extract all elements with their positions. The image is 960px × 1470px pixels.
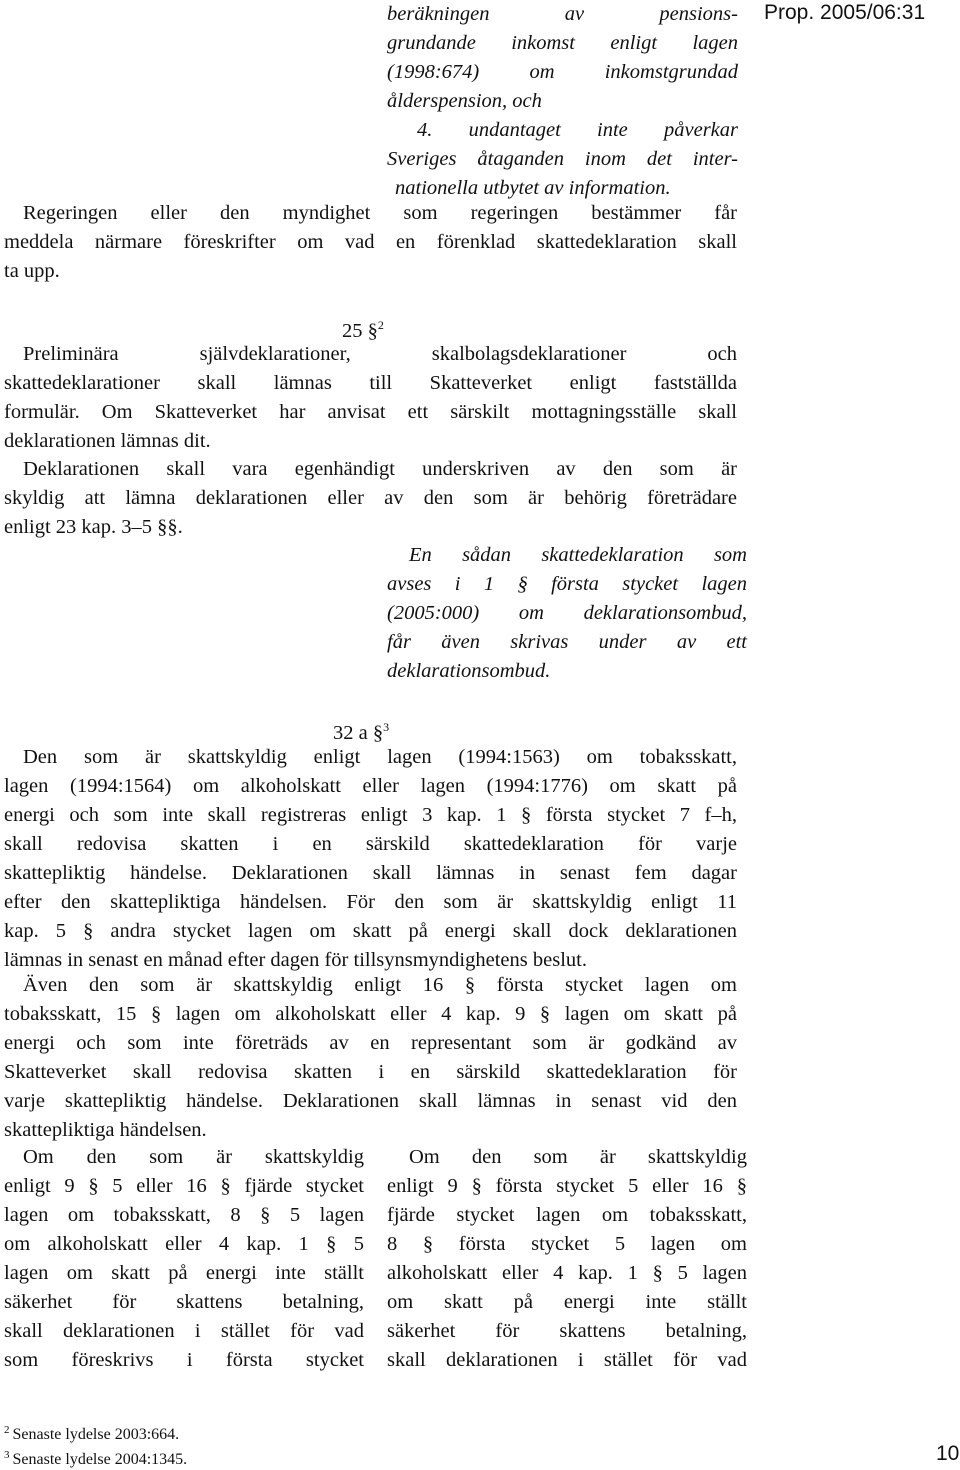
text-line: beräkningen av pensions- bbox=[387, 3, 738, 25]
text-line: 8 § första stycket 5 lagen om bbox=[387, 1233, 747, 1255]
text-line: nationella utbytet av information. bbox=[395, 177, 671, 199]
paragraph-regeringen bbox=[4, 199, 737, 286]
text-line: energi och som inte företräds av en representant som är godkänd av bbox=[4, 1032, 737, 1054]
text-line: säkerhet för skattens betalning, bbox=[4, 1291, 364, 1313]
text-line: skattedeklarationer skall lämnas till Skatteverket enligt fastställda bbox=[4, 372, 737, 394]
text-line: som föreskrivs i första stycket bbox=[4, 1349, 364, 1371]
text-line: skall deklarationen i stället för vad bbox=[387, 1349, 747, 1371]
footnote bbox=[4, 1445, 187, 1470]
footnote-text: Senaste lydelse 2003:664. bbox=[12, 1426, 180, 1443]
text-line: ta upp. bbox=[4, 260, 60, 282]
text-line: Den som är skattskyldig enligt lagen (1994:1563) om tobaksskatt, bbox=[23, 746, 737, 768]
text-line: säkerhet för skattens betalning, bbox=[387, 1320, 747, 1342]
text-line: om skatt på energi inte ställt bbox=[387, 1291, 747, 1313]
text-line: grundande inkomst enligt lagen bbox=[387, 32, 738, 54]
text-line: Om den som är skattskyldig bbox=[23, 1146, 364, 1168]
text-line: skattepliktig händelse. Deklarationen skall lämnas in senast fem dagar bbox=[4, 862, 737, 884]
section25-paragraph-1 bbox=[4, 340, 737, 456]
text-line: Regeringen eller den myndighet som regeringen bestämmer får bbox=[23, 202, 737, 224]
text-line: ålderspension, och bbox=[387, 90, 542, 112]
text-line: Preliminära självdeklarationer, skalbolagsdeklarationer och bbox=[23, 343, 737, 365]
text-line: får även skrivas under av ett bbox=[387, 631, 747, 653]
text-line: energi och som inte skall registreras enligt 3 kap. 1 § första stycket 7 f–h, bbox=[4, 804, 737, 826]
footnote-text: Senaste lydelse 2004:1345. bbox=[12, 1451, 188, 1468]
section-heading-text: 25 § bbox=[342, 320, 378, 342]
right-column-proposed-text bbox=[387, 1143, 747, 1375]
text-line: kap. 5 § andra stycket lagen om skatt på energi skall dock deklarationen bbox=[4, 920, 737, 942]
text-line: enligt 9 § 5 eller 16 § fjärde stycket bbox=[4, 1175, 364, 1197]
text-line: fjärde stycket lagen om tobaksskatt, bbox=[387, 1204, 747, 1226]
left-column-current-text bbox=[4, 1143, 364, 1375]
text-line: alkoholskatt eller 4 kap. 1 § 5 lagen bbox=[387, 1262, 747, 1284]
text-line: Även den som är skattskyldig enligt 16 § första stycket lagen om bbox=[23, 974, 737, 996]
text-line: meddela närmare föreskrifter om vad en förenklad skattedeklaration skall bbox=[4, 231, 737, 253]
section25-paragraph-2 bbox=[4, 455, 737, 542]
page-number: 10 bbox=[936, 1442, 960, 1465]
text-line: Om den som är skattskyldig bbox=[409, 1146, 747, 1168]
text-line: (1998:674) om inkomstgrundad bbox=[387, 61, 738, 83]
text-line: lagen om skatt på energi inte ställt bbox=[4, 1262, 364, 1284]
section25-paragraph-3-italic bbox=[387, 541, 747, 686]
text-line: formulär. Om Skatteverket har anvisat ett särskilt mottagningsställe skall bbox=[4, 401, 737, 423]
text-line: skyldig att lämna deklarationen eller av den som är behörig företrädare bbox=[4, 487, 737, 509]
text-line: Skatteverket skall redovisa skatten i en särskild skattedeklaration för bbox=[4, 1061, 737, 1083]
section32a-paragraph-2 bbox=[4, 971, 737, 1145]
footnote-number: 3 bbox=[4, 1449, 10, 1461]
text-line: (2005:000) om deklarationsombud, bbox=[387, 602, 747, 624]
text-line: varje skattepliktig händelse. Deklarationen skall lämnas in senast vid den bbox=[4, 1090, 737, 1112]
text-line: skattepliktiga händelsen. bbox=[4, 1119, 207, 1141]
section-heading-text: 32 a § bbox=[333, 722, 384, 744]
text-line: enligt 23 kap. 3–5 §§. bbox=[4, 516, 183, 538]
section32a-paragraph-1 bbox=[4, 743, 737, 975]
text-line: deklarationen lämnas dit. bbox=[4, 430, 211, 452]
text-line: En sådan skattedeklaration som bbox=[409, 544, 747, 566]
text-line: lagen (1994:1564) om alkoholskatt eller lagen (1994:1776) om skatt på bbox=[4, 775, 737, 797]
text-line: om alkoholskatt eller 4 kap. 1 § 5 bbox=[4, 1233, 364, 1255]
footnote-number: 2 bbox=[4, 1424, 10, 1436]
text-line: tobaksskatt, 15 § lagen om alkoholskatt eller 4 kap. 9 § lagen om skatt på bbox=[4, 1003, 737, 1025]
text-line: skall deklarationen i stället för vad bbox=[4, 1320, 364, 1342]
footnote-ref: 3 bbox=[383, 720, 390, 734]
text-line: deklarationsombud. bbox=[387, 660, 551, 682]
text-line: lagen om tobaksskatt, 8 § 5 lagen bbox=[4, 1204, 364, 1226]
text-line: enligt 9 § första stycket 5 eller 16 § bbox=[387, 1175, 747, 1197]
text-line: lämnas in senast en månad efter dagen för tillsynsmyndighetens beslut. bbox=[4, 949, 587, 971]
footnotes bbox=[4, 1420, 187, 1470]
text-line: skall redovisa skatten i en särskild skattedeklaration för varje bbox=[4, 833, 737, 855]
text-line: Deklarationen skall vara egenhändigt underskriven av den som är bbox=[23, 458, 737, 480]
footnote-ref: 2 bbox=[377, 318, 384, 332]
text-line: efter den skattepliktiga händelsen. För den som är skattskyldig enligt 11 bbox=[4, 891, 737, 913]
text-line: Sveriges åtaganden inom det inter- bbox=[387, 148, 738, 170]
footnote bbox=[4, 1420, 187, 1445]
text-line: avses i 1 § första stycket lagen bbox=[387, 573, 747, 595]
proposition-number: Prop. 2005/06:31 bbox=[764, 1, 926, 24]
top-italic-block bbox=[387, 0, 738, 203]
text-line: 4. undantaget inte påverkar bbox=[417, 119, 738, 141]
